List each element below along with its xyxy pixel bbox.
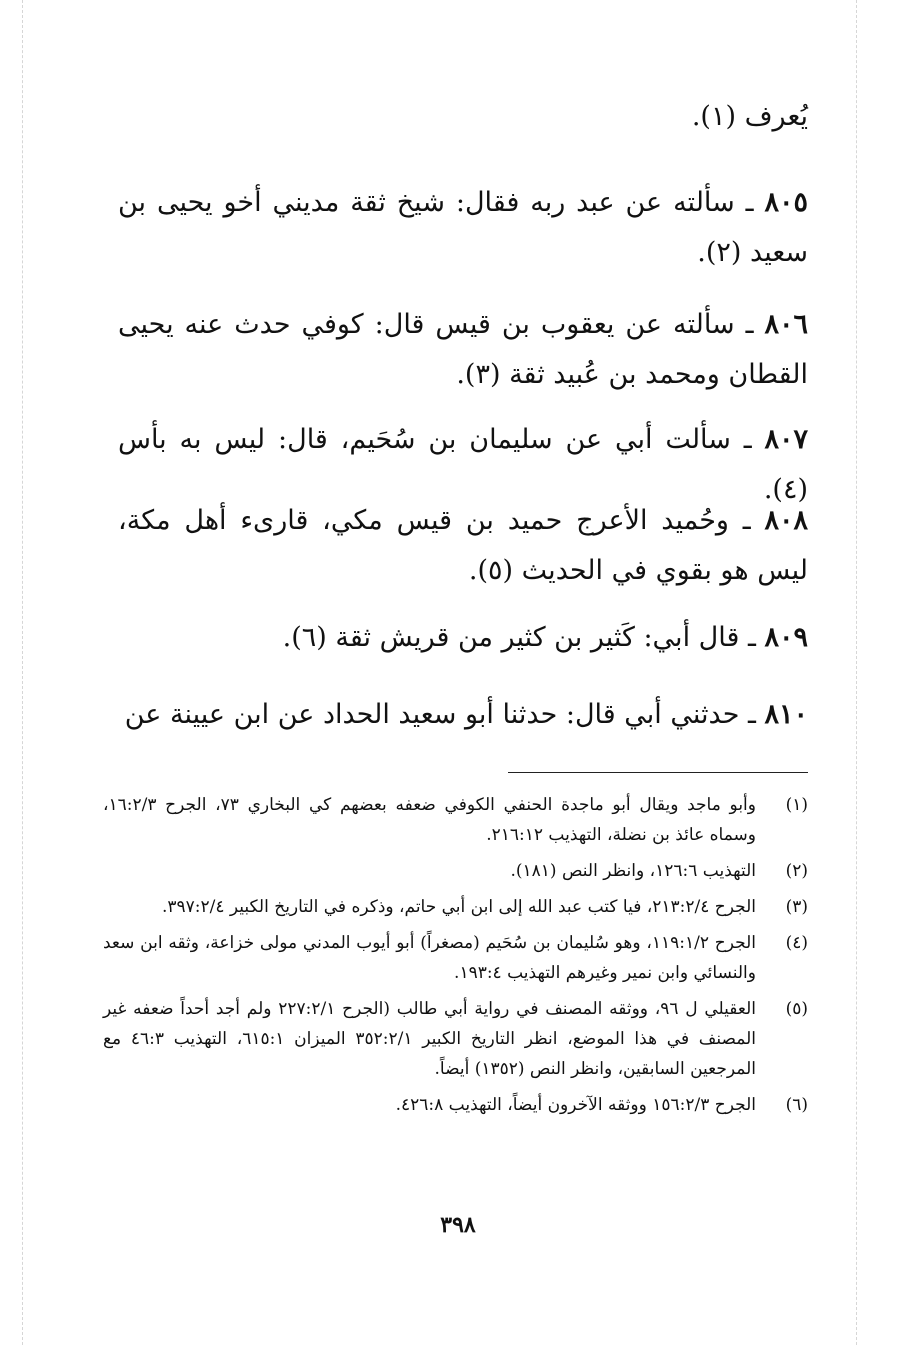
- entry-number: ٨٠٧: [764, 424, 808, 455]
- footnote-text: الجرح ٢١٣:٢/٤، فيا كتب عبد الله إلى ابن أبي حاتم، وذكره في التاريخ الكبير ٣٩٧:٢/٤.: [161, 897, 756, 917]
- footnote-label: (٥): [785, 999, 808, 1019]
- footnote-item: [103, 928, 808, 988]
- paragraph-continuation: [118, 92, 808, 142]
- footnote-item: [103, 994, 808, 1084]
- scan-artifact-line: [856, 0, 857, 1345]
- entry-number: ٨٠٦: [764, 309, 808, 340]
- paragraph-text: ـ وحُميد الأعرج حميد بن قيس مكي، قارىء أهل مكة، ليس هو بقوي في الحديث (٥).: [118, 505, 808, 586]
- entry-number: ٨١٠: [764, 699, 808, 730]
- paragraph-808: [118, 496, 808, 596]
- paragraph-810: [118, 690, 808, 740]
- paragraph-text: ـ سألته عن عبد ربه فقال: شيخ ثقة مديني أخو يحيى بن سعيد (٢).: [118, 187, 808, 268]
- entry-number: ٨٠٨: [764, 505, 808, 536]
- paragraph-809: [118, 613, 808, 663]
- footnote-item: [103, 856, 808, 886]
- page-number: ٣٩٨: [440, 1212, 476, 1238]
- footnote-divider: [508, 772, 808, 773]
- paragraph-text: يُعرف (١).: [691, 101, 808, 132]
- footnote-text: وأبو ماجد ويقال أبو ماجدة الحنفي الكوفي ضعفه بعضهم كي البخاري ٧٣، الجرح ١٦:٢/٣، وسماه عائذ بن نضلة، التهذيب ٢١٦:١٢.: [103, 795, 756, 845]
- footnote-label: (١): [785, 795, 808, 815]
- footnote-label: (٤): [785, 933, 808, 953]
- paragraph-text: ـ سألت أبي عن سليمان بن سُحَيم، قال: ليس به بأس (٤).: [118, 424, 808, 505]
- footnote-text: التهذيب ١٢٦:٦، وانظر النص (١٨١).: [510, 861, 756, 881]
- footnote-item: [103, 790, 808, 850]
- paragraph-805: [118, 178, 808, 278]
- footnote-text: الجرح ١٥٦:٢/٣ ووثقه الآخرون أيضاً، التهذيب ٤٢٦:٨.: [395, 1095, 756, 1115]
- paragraph-text: ـ قال أبي: كَثير بن كثير من قريش ثقة (٦).: [282, 622, 765, 653]
- footnote-item: [103, 892, 808, 922]
- paragraph-text: ـ سألته عن يعقوب بن قيس قال: كوفي حدث عنه يحيى القطان ومحمد بن عُبيد ثقة (٣).: [118, 309, 808, 390]
- footnote-item: [103, 1090, 808, 1120]
- footnotes: [103, 790, 808, 1126]
- paragraph-text: ـ حدثني أبي قال: حدثنا أبو سعيد الحداد عن ابن عيينة عن: [124, 699, 765, 730]
- footnote-label: (٦): [785, 1095, 808, 1115]
- footnote-label: (٢): [785, 861, 808, 881]
- scan-artifact-line: [22, 0, 23, 1345]
- footnote-text: الجرح ١١٩:١/٢، وهو سُليمان بن سُحَيم (مصغراً) أبو أيوب المدني مولى خزاعة، وثقه ابن سعد والنسائي وابن نمير وغيرهم التهذيب ١٩٣:٤.: [103, 933, 756, 983]
- entry-number: ٨٠٩: [764, 622, 808, 653]
- footnote-label: (٣): [785, 897, 808, 917]
- entry-number: ٨٠٥: [764, 187, 808, 218]
- paragraph-806: [118, 300, 808, 400]
- footnote-text: العقيلي ل ٩٦، ووثقه المصنف في رواية أبي طالب (الجرح ٢٢٧:٢/١ ولم أجد أحداً ضعفه غير المصنف في هذا الموضع، انظر التاريخ الكبير ٣٥٢:٢/١ الميزان ٦١٥:١، التهذيب ٤٦:٣ مع المرجعين السابقين، وانظر النص (١٣٥٢) أيضاً.: [103, 999, 756, 1079]
